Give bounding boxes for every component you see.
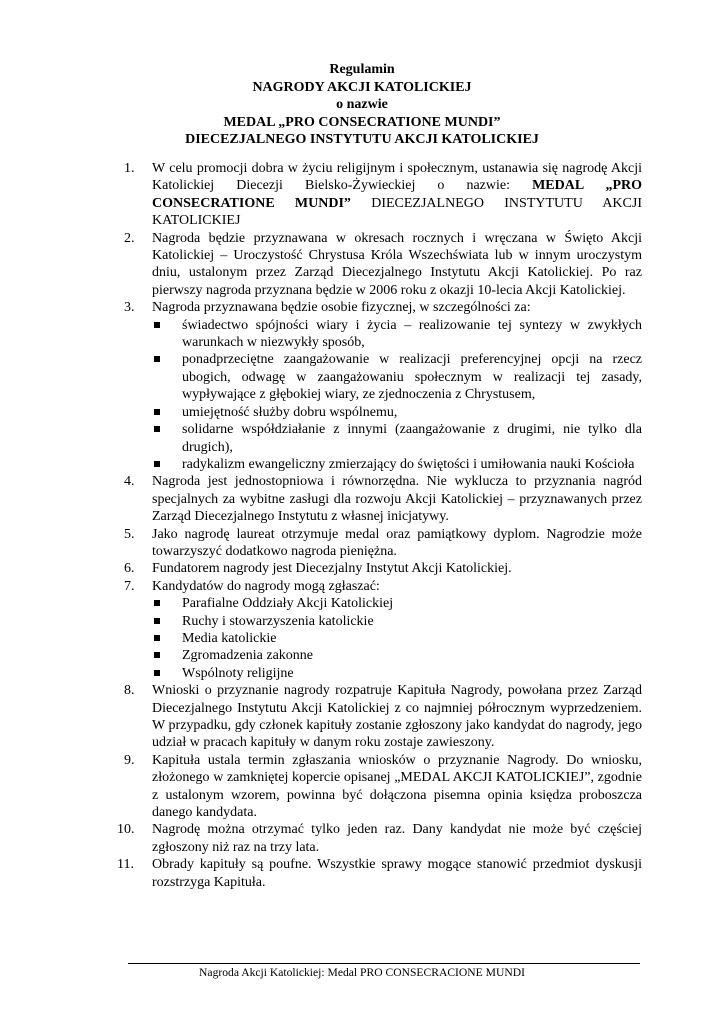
title-line-medal: MEDAL „PRO CONSECRATIONE MUNDI” bbox=[223, 114, 501, 130]
list-item-text: Ruchy i stowarzyszenia katolickie bbox=[182, 613, 374, 629]
regulation-item-3 bbox=[126, 299, 642, 473]
item-text: Kandydatów do nagrody mogą zgłaszać: bbox=[152, 578, 380, 594]
regulation-item-5 bbox=[126, 526, 642, 561]
list-item bbox=[152, 613, 642, 630]
item-number: 7. bbox=[124, 578, 135, 594]
item-text: Kapituła ustala termin zgłaszania wniosków o przyznanie Nagrody. Do wniosku, złożonego w zamkniętej kopercie opisanej „MEDAL AKCJI KATOLICKIEJ”, zgodnie z ustalonym wzorem, powinna być dołączona pisemna opinia księdza proboszcza danego kandydata. bbox=[152, 752, 642, 821]
list-item bbox=[152, 647, 642, 664]
item-number: 10. bbox=[117, 822, 135, 838]
regulation-item-7 bbox=[126, 578, 642, 682]
square-bullet-icon bbox=[154, 426, 160, 432]
item-number: 6. bbox=[124, 561, 135, 577]
list-item bbox=[152, 421, 642, 456]
item-number: 11. bbox=[117, 857, 134, 873]
list-item-text: Zgromadzenia zakonne bbox=[182, 648, 313, 664]
list-item bbox=[152, 317, 642, 352]
list-item bbox=[152, 630, 642, 647]
square-bullet-icon bbox=[154, 670, 160, 676]
square-bullet-icon bbox=[154, 635, 160, 641]
list-item bbox=[152, 351, 642, 403]
square-bullet-icon bbox=[154, 356, 160, 362]
regulation-item-9 bbox=[126, 752, 642, 822]
square-bullet-icon bbox=[154, 409, 160, 415]
item-text: W celu promocji dobra w życiu religijnym i społecznym, ustanawia się nagrodę Akcji Katolickiej Diecezji Bielsko-Żywieckiej o nazwie: bbox=[152, 161, 642, 194]
item-number: 9. bbox=[124, 752, 135, 768]
item-text-bold: MEDAL „PRO CONSECRATIONE MUNDI” bbox=[152, 178, 643, 211]
page-footer: Nagroda Akcji Katolickiej: Medal PRO CONSECRACIONE MUNDI bbox=[199, 966, 525, 979]
item-number: 4. bbox=[124, 474, 135, 490]
title-line-institute: DIECEZJALNEGO INSTYTUTU AKCJI KATOLICKIEJ bbox=[185, 132, 539, 147]
list-item-text: ponadprzeciętne zaangażowanie w realizacji preferencyjnej opcji na rzecz ubogich, odwagę w zaangażowaniu społecznym w realizacji tej zasady, wypływające z głębokiej wiary, ze zjednoczenia z Chrystusem, bbox=[182, 352, 642, 403]
item-number: 3. bbox=[124, 300, 135, 316]
item-number: 1. bbox=[124, 161, 135, 176]
criteria-list bbox=[152, 317, 642, 474]
item-text: Fundatorem nagrody jest Diecezjalny Instytut Akcji Katolickiej. bbox=[152, 561, 512, 577]
square-bullet-icon bbox=[154, 652, 160, 658]
list-item bbox=[152, 665, 642, 682]
item-text: Obrady kapituły są poufne. Wszystkie sprawy mogące stanowić przedmiot dyskusji rozstrzyga Kapituła. bbox=[152, 857, 642, 890]
item-number: 2. bbox=[124, 230, 135, 246]
item-text-tail: DIECEZJALNEGO INSTYTUTU AKCJI KATOLICKIEJ bbox=[152, 195, 642, 229]
item-text: Nagroda przyznawana będzie osobie fizycznej, w szczególności za: bbox=[152, 300, 531, 316]
title-line-award-name: NAGRODY AKCJI KATOLICKIEJ bbox=[252, 79, 472, 95]
list-item-text: radykalizm ewangeliczny zmierzający do świętości i umiłowania nauki Kościoła bbox=[182, 456, 635, 472]
title-line-regulamin: Regulamin bbox=[329, 62, 395, 77]
item-text: Jako nagrodę laureat otrzymuje medal oraz pamiątkowy dyplom. Nagrodzie może towarzyszyć dodatkowo nagroda pieniężna. bbox=[152, 526, 642, 559]
square-bullet-icon bbox=[154, 322, 160, 328]
regulation-item-6 bbox=[126, 560, 642, 577]
regulation-item-10 bbox=[117, 821, 642, 856]
item-text: Nagrodę można otrzymać tylko jeden raz. Dany kandydat nie może być częściej zgłoszony niż raz na trzy lata. bbox=[152, 822, 642, 855]
item-number: 5. bbox=[124, 526, 135, 542]
list-item-text: Parafialne Oddziały Akcji Katolickiej bbox=[182, 596, 394, 612]
regulation-list bbox=[117, 160, 643, 891]
regulation-item-1 bbox=[126, 160, 642, 230]
list-item-text: umiejętność służby dobru wspólnemu, bbox=[182, 404, 398, 420]
item-text: Wnioski o przyznanie nagrody rozpatruje Kapituła Nagrody, powołana przez Zarząd Diecezjalnego Instytutu Akcji Katolickiej z co najmniej półrocznym wyprzedzeniem. W przypadku, gdy członek kapituły zostanie zgłoszony jako kandydat do nagrody, jego udział w pracach kapituły w danym roku zostaje zawieszony. bbox=[152, 683, 642, 751]
list-item bbox=[152, 456, 642, 473]
square-bullet-icon bbox=[154, 600, 160, 606]
regulation-item-11 bbox=[117, 856, 642, 891]
regulation-item-8 bbox=[126, 682, 642, 752]
title-line-o-nazwie: o nazwie bbox=[336, 97, 388, 112]
regulation-item-4 bbox=[126, 473, 642, 525]
list-item-text: solidarne współdziałanie z innymi (zaangażowanie z drugimi, nie tylko dla drugich), bbox=[182, 422, 642, 455]
square-bullet-icon bbox=[154, 618, 160, 624]
regulation-item-2 bbox=[126, 230, 642, 300]
item-text: Nagroda będzie przyznawana w okresach rocznych i wręczana w Święto Akcji Katolickiej – Uroczystość Chrystusa Króla Wszechświata lub w innym uroczystym dniu, ustalonym przez Zarząd Diecezjalnego Instytutu Akcji Katolickiej. Po raz pierwszy nagroda przyznana będzie w 2006 roku z okazji 10-lecia Akcji Katolickiej. bbox=[152, 230, 642, 298]
candidate-sources-list bbox=[152, 595, 642, 682]
list-item-text: Media katolickie bbox=[182, 630, 277, 646]
footer-divider bbox=[128, 963, 640, 964]
list-item bbox=[152, 595, 642, 612]
list-item-text: Wspólnoty religijne bbox=[182, 665, 294, 681]
document-title-block bbox=[0, 61, 724, 149]
list-item bbox=[152, 404, 642, 421]
square-bullet-icon bbox=[154, 461, 160, 467]
list-item-text: świadectwo spójności wiary i życia – realizowanie tej syntezy w zwykłych warunkach w niezwykły sposób, bbox=[182, 317, 642, 351]
item-number: 8. bbox=[124, 683, 135, 699]
item-text: Nagroda jest jednostopniowa i równorzędna. Nie wyklucza to przyznania nagród specjalnych za wybitne zasługi dla rozwoju Akcji Katolickiej – przyznawanych przez Zarząd Diecezjalnego Instytutu z własnej inicjatywy. bbox=[152, 474, 642, 525]
